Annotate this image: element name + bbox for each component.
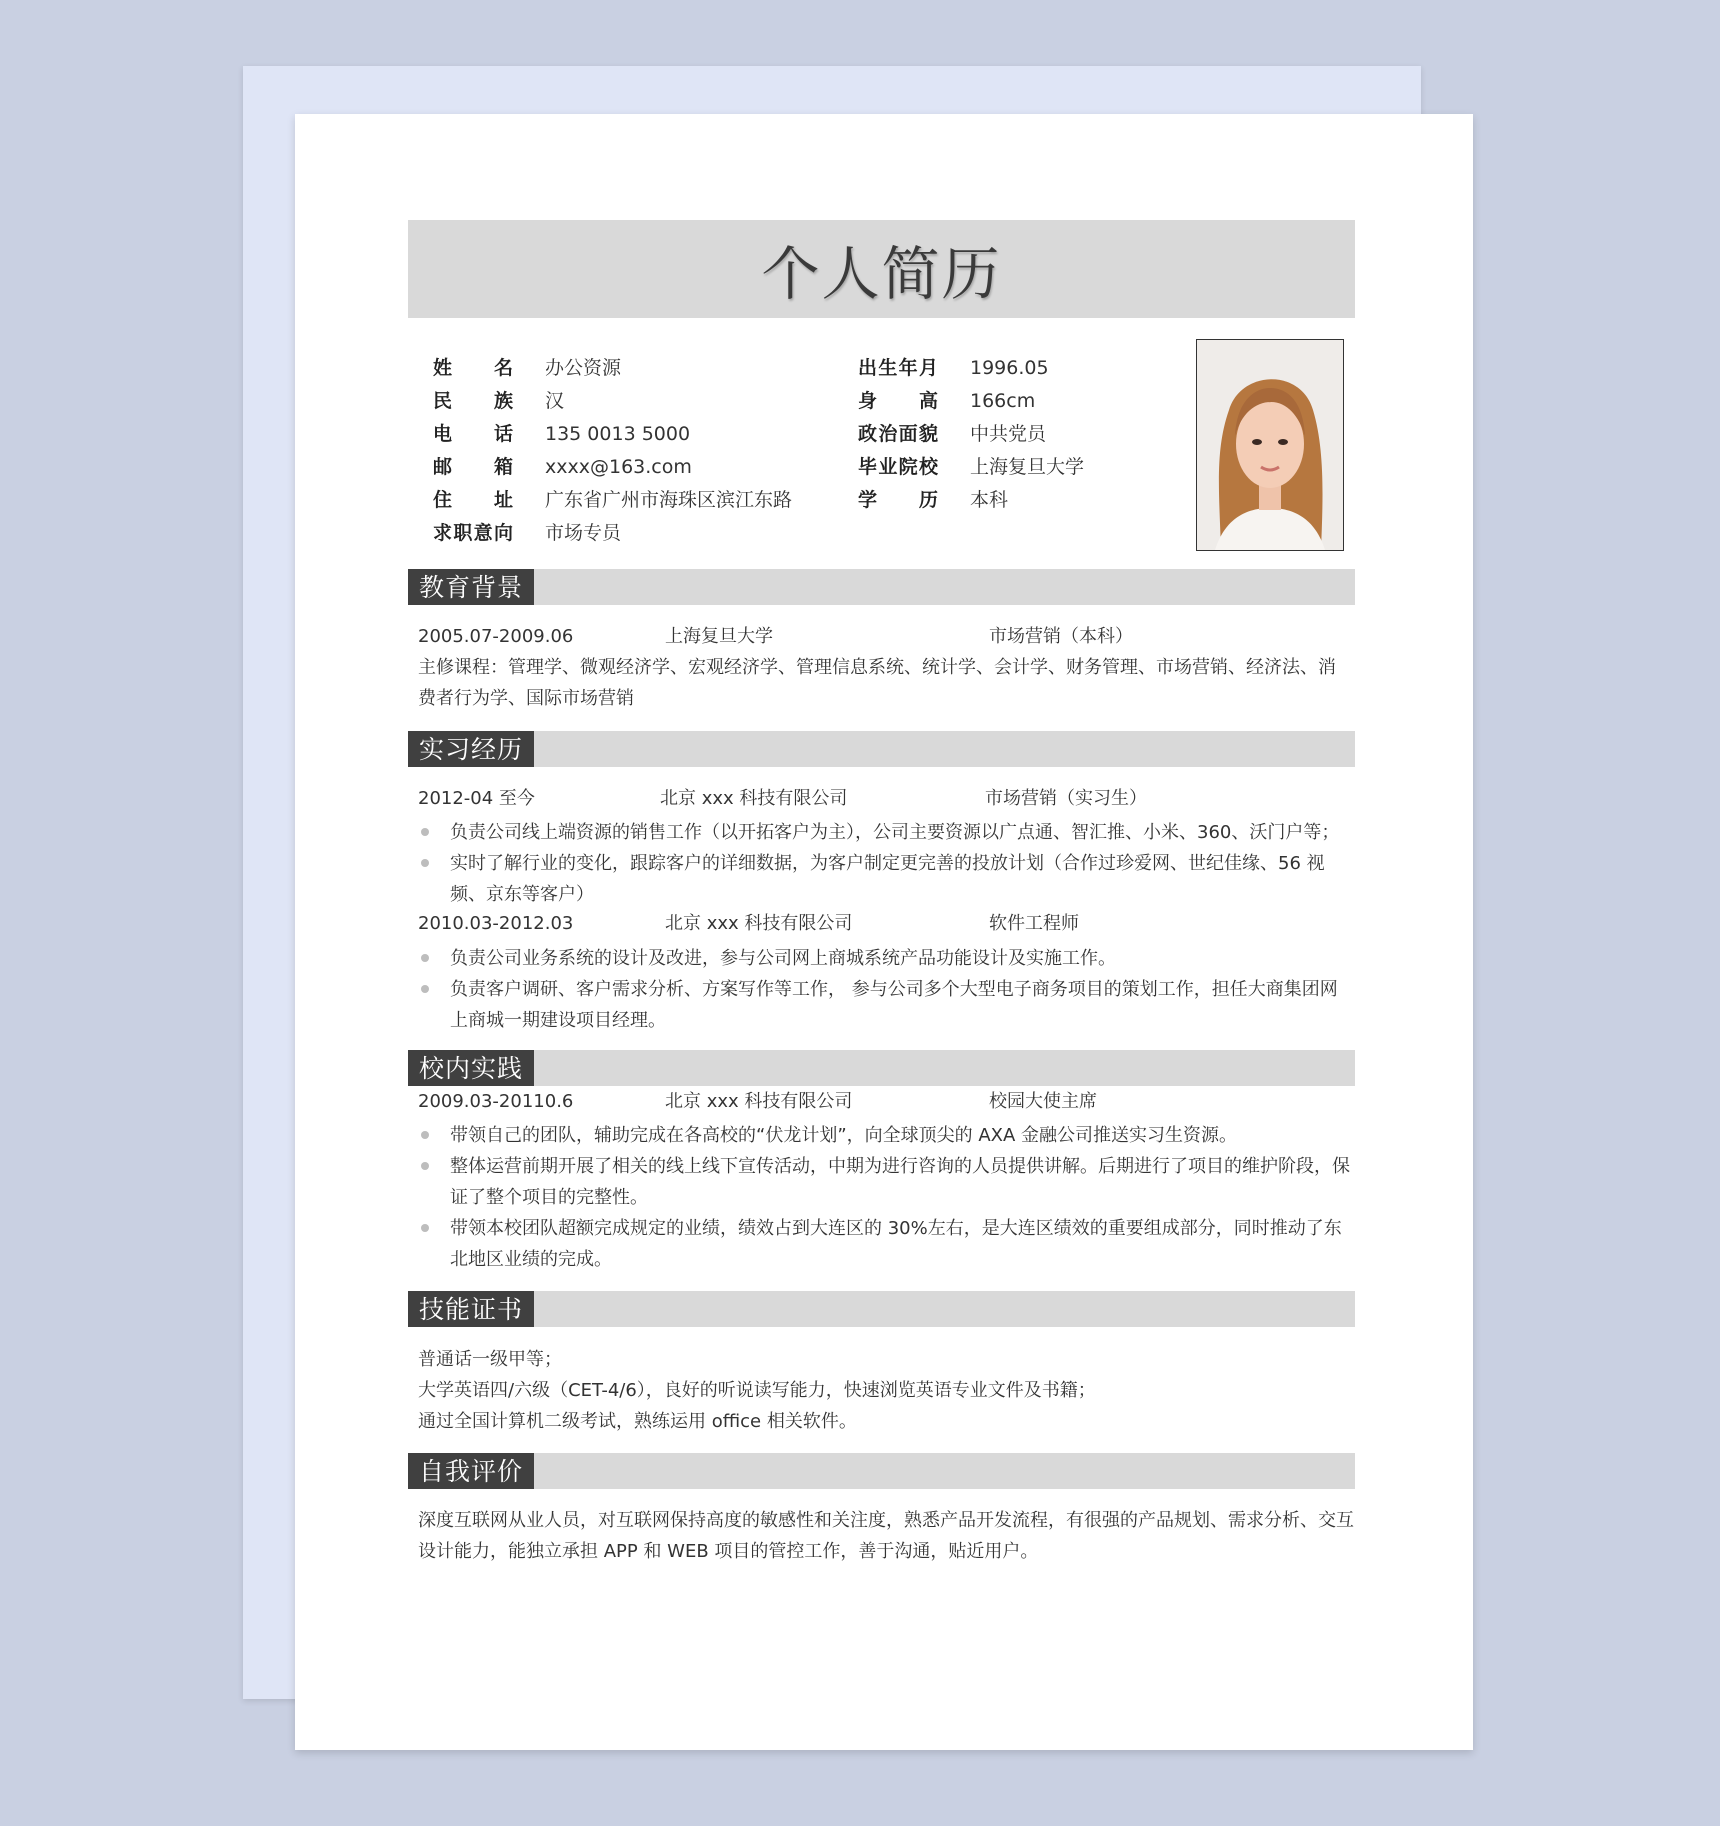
section-heading: 技能证书 xyxy=(408,1291,534,1327)
bullet-dot-icon xyxy=(421,1162,429,1170)
info-height xyxy=(858,386,1035,416)
section-heading: 自我评价 xyxy=(408,1453,534,1489)
bullet-dot-icon xyxy=(421,985,429,993)
job-duty: 负责公司业务系统的设计及改进，参与公司网上商城系统产品功能设计及实施工作。 xyxy=(450,948,1116,969)
edu-courses: 主修课程：管理学、微观经济学、宏观经济学、管理信息系统、统计学、会计学、财务管理、市场营销、经济法、消 xyxy=(418,657,1336,678)
resume-page xyxy=(295,114,1473,1750)
edu-school: 上海复旦大学 xyxy=(665,626,773,647)
page-title: 个人简历 xyxy=(761,240,1002,308)
info-email xyxy=(433,452,692,482)
campus-duty: 带领本校团队超额完成规定的业绩，绩效占到大连区的 30%左右，是大连区绩效的重要组成部分，同时推动了东北地区业绩的完成。 xyxy=(450,1218,1342,1270)
info-value: 166cm xyxy=(970,390,1036,412)
info-value: xxxx@163.com xyxy=(545,456,692,478)
campus-duty: 带领自己的团队，辅助完成在各高校的“伏龙计划”，向全球顶尖的 AXA 金融公司推送实习生资源。 xyxy=(450,1125,1238,1146)
job-duty: 负责客户调研、客户需求分析、方案写作等工作， 参与公司多个大型电子商务项目的策划工作，担任大商集团网上商城一期建设项目经理。 xyxy=(450,979,1338,1031)
section-education xyxy=(408,569,1355,605)
portrait-illustration xyxy=(1197,340,1343,550)
profile-photo xyxy=(1196,339,1344,551)
campus-company: 北京 xxx 科技有限公司 xyxy=(665,1091,853,1112)
info-birth xyxy=(858,353,1049,383)
skill-item: 大学英语四/六级（CET-4/6），良好的听说读写能力，快速浏览英语专业文件及书籍； xyxy=(418,1380,1096,1401)
section-skills xyxy=(408,1291,1355,1327)
job-role: 软件工程师 xyxy=(989,913,1079,934)
info-school xyxy=(858,452,1084,482)
info-phone xyxy=(433,419,690,449)
bullet-dot-icon xyxy=(421,1224,429,1232)
info-value: 广东省广州市海珠区滨江东路 xyxy=(545,489,793,511)
job-company: 北京 xxx 科技有限公司 xyxy=(660,788,848,809)
section-self-evaluation xyxy=(408,1453,1355,1489)
skill-item: 普通话一级甲等； xyxy=(418,1349,562,1370)
info-label: 学历 xyxy=(858,489,938,511)
job-company: 北京 xxx 科技有限公司 xyxy=(665,913,853,934)
info-value: 本科 xyxy=(970,489,1009,511)
bullet-dot-icon xyxy=(421,828,429,836)
self-evaluation-text: 深度互联网从业人员，对互联网保持高度的敏感性和关注度，熟悉产品开发流程，有很强的产品规划、需求分析、交互设计能力，能独立承担 APP 和 WEB 项目的管控工作，善于沟通，贴近用户。 xyxy=(418,1510,1354,1562)
info-value: 办公资源 xyxy=(545,357,622,379)
info-label: 出生年月 xyxy=(858,357,938,379)
info-label: 求职意向 xyxy=(433,522,513,544)
section-internship xyxy=(408,731,1355,767)
info-label: 政治面貌 xyxy=(858,423,938,445)
info-label: 邮箱 xyxy=(433,456,513,478)
campus-role: 校园大使主席 xyxy=(989,1091,1097,1112)
info-value: 市场专员 xyxy=(545,522,622,544)
section-heading: 校内实践 xyxy=(408,1050,534,1086)
edu-major: 市场营销（本科） xyxy=(989,626,1133,647)
info-value: 1996.05 xyxy=(970,357,1049,379)
bullet-dot-icon xyxy=(421,1131,429,1139)
info-label: 毕业院校 xyxy=(858,456,938,478)
job-date: 2012-04 至今 xyxy=(418,788,535,809)
info-label: 电话 xyxy=(433,423,513,445)
info-label: 民族 xyxy=(433,390,513,412)
info-value: 135 0013 5000 xyxy=(545,423,691,445)
info-label: 住址 xyxy=(433,489,513,511)
campus-duty: 整体运营前期开展了相关的线上线下宣传活动，中期为进行咨询的人员提供讲解。后期进行了项目的维护阶段，保证了整个项目的完整性。 xyxy=(450,1156,1350,1208)
section-heading: 实习经历 xyxy=(408,731,534,767)
info-label: 身高 xyxy=(858,390,938,412)
section-heading: 教育背景 xyxy=(408,569,534,605)
info-objective xyxy=(433,518,621,548)
job-date: 2010.03-2012.03 xyxy=(418,913,574,934)
skill-item: 通过全国计算机二级考试，熟练运用 office 相关软件。 xyxy=(418,1411,857,1432)
info-value: 上海复旦大学 xyxy=(970,456,1085,478)
info-address xyxy=(433,485,792,515)
info-political xyxy=(858,419,1046,449)
info-degree xyxy=(858,485,1008,515)
info-name xyxy=(433,353,621,383)
bullet-dot-icon xyxy=(421,954,429,962)
edu-date: 2005.07-2009.06 xyxy=(418,626,574,647)
info-ethnicity xyxy=(433,386,564,416)
job-duty: 实时了解行业的变化，跟踪客户的详细数据，为客户制定更完善的投放计划（合作过珍爱网、世纪佳缘、56 视频、京东等客户） xyxy=(450,853,1325,905)
job-duty: 负责公司线上端资源的销售工作（以开拓客户为主），公司主要资源以广点通、智汇推、小米、360、沃门户等； xyxy=(450,822,1340,843)
title-banner xyxy=(408,220,1355,318)
job-role: 市场营销（实习生） xyxy=(985,788,1147,809)
edu-courses-cont: 费者行为学、国际市场营销 xyxy=(418,688,634,709)
info-label: 姓名 xyxy=(433,357,513,379)
bullet-dot-icon xyxy=(421,859,429,867)
section-campus xyxy=(408,1050,1355,1086)
info-value: 中共党员 xyxy=(970,423,1047,445)
info-value: 汉 xyxy=(545,390,565,412)
campus-date: 2009.03-20110.6 xyxy=(418,1091,574,1112)
